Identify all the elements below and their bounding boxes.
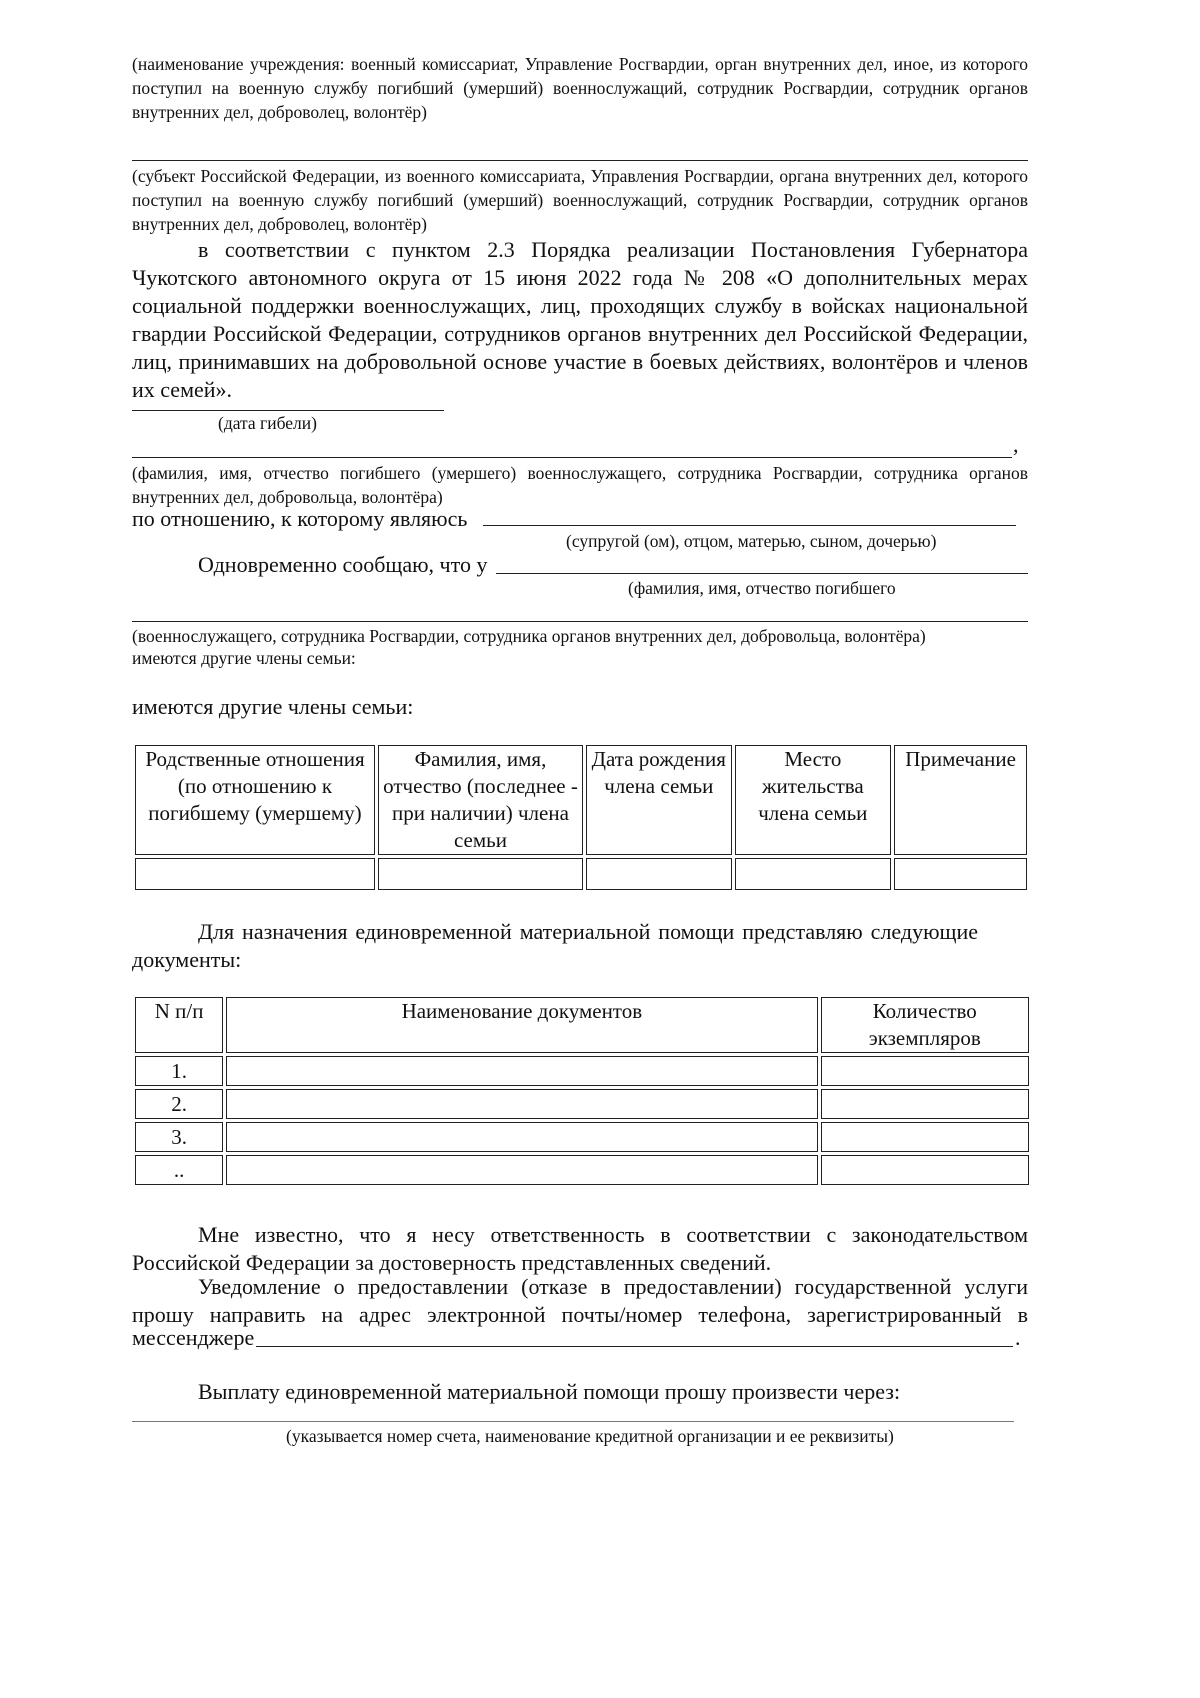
doc-number: 1. bbox=[135, 1056, 223, 1086]
simultaneously-label: Одновременно сообщаю, что у bbox=[198, 552, 488, 577]
family-cell-birth-date[interactable] bbox=[586, 858, 732, 890]
relation-label: по отношению, к которому являюсь bbox=[132, 506, 468, 531]
payment-details-line[interactable] bbox=[132, 1421, 1014, 1422]
simultaneously-line[interactable] bbox=[496, 573, 1028, 574]
deceased-type-caption: (военнослужащего, сотрудника Росгвардии, сотрудника органов внутренних дел, добровольца, волонтёра) bbox=[132, 626, 926, 646]
institution-caption: (наименование учреждения: военный комиссариат, Управление Росгвардии, орган внутренних дел, иное, из которого поступил на военную службу погибший (умерший) военнослужащий, сотрудник Росгвардии, сотрудник органов внутренних дел, доброволец, волонтёр) bbox=[132, 54, 1028, 122]
other-members-small: имеются другие члены семьи: bbox=[132, 648, 356, 668]
payment-text: Выплату единовременной материальной помощи прошу произвести через: bbox=[198, 1379, 901, 1404]
header-residence: Место жительства члена семьи bbox=[735, 745, 892, 855]
table-row bbox=[135, 858, 1027, 890]
doc-number: .. bbox=[135, 1155, 223, 1185]
doc-copies-cell[interactable] bbox=[821, 1155, 1029, 1185]
header-note: Примечание bbox=[894, 745, 1027, 855]
responsibility-text: Мне известно, что я несу ответственность в соответствии с законодательством Российской Федерации за достоверность представленных сведений. bbox=[132, 1222, 1028, 1275]
header-number: N п/п bbox=[135, 997, 223, 1053]
notification-text: Уведомление о предоставлении (отказе в предоставлении) государственной услуги прошу направить на адрес электронной почты/номер телефона, зарегистрированный в bbox=[132, 1274, 1028, 1327]
subject-caption: (субъект Российской Федерации, из военного комиссариата, Управления Росгвардии, органа внутренних дел, которого поступил на военную службу погибший (умерший) военнослужащий, сотрудник Росгвардии, сотрудник органов внутренних дел, доброволец, волонтёр) bbox=[132, 166, 1028, 234]
family-cell-note[interactable] bbox=[894, 858, 1027, 890]
comma-mark: , bbox=[1013, 432, 1019, 457]
documents-intro: Для назначения единовременной материальной помощи представляю следующие документы: bbox=[132, 919, 978, 972]
messenger-contact-line[interactable] bbox=[256, 1346, 1013, 1347]
doc-number: 2. bbox=[135, 1089, 223, 1119]
doc-name-cell[interactable] bbox=[226, 1089, 817, 1119]
deceased-name-short-caption: (фамилия, имя, отчество погибшего bbox=[628, 578, 896, 598]
doc-name-cell[interactable] bbox=[226, 1056, 817, 1086]
family-table-header-row bbox=[135, 745, 1027, 855]
table-row bbox=[135, 1155, 1029, 1185]
family-cell-relation[interactable] bbox=[135, 858, 375, 890]
other-members-label: имеются другие члены семьи: bbox=[132, 694, 414, 719]
basis-paragraph: в соответствии с пунктом 2.3 Порядка реализации Постановления Губернатора Чукотского автономного округа от 15 июня 2022 года № 208 «О дополнительных мерах социальной поддержки военнослужащих, лиц, проходящих службу в войсках национальной гвардии Российской Федерации, сотрудников органов внутренних дел Российской Федерации, лиц, принимавших на добровольной основе участие в боевых действиях, волонтёров и членов их семей». bbox=[132, 237, 1028, 402]
messenger-label: мессенджере bbox=[132, 1325, 255, 1350]
relation-line[interactable] bbox=[483, 525, 1016, 526]
documents-table-header-row bbox=[135, 997, 1029, 1053]
doc-copies-cell[interactable] bbox=[821, 1089, 1029, 1119]
table-row bbox=[135, 1122, 1029, 1152]
subject-line[interactable] bbox=[132, 160, 1028, 161]
header-document-name: Наименование документов bbox=[226, 997, 817, 1053]
documents-table bbox=[132, 994, 1032, 1188]
period-mark: . bbox=[1015, 1325, 1021, 1350]
deceased-name-line[interactable] bbox=[132, 457, 1012, 458]
doc-copies-cell[interactable] bbox=[821, 1056, 1029, 1086]
doc-copies-cell[interactable] bbox=[821, 1122, 1029, 1152]
header-relation: Родственные отношения (по отношению к погибшему (умершему) bbox=[135, 745, 375, 855]
table-row bbox=[135, 1089, 1029, 1119]
date-of-death-caption: (дата гибели) bbox=[218, 413, 317, 433]
doc-name-cell[interactable] bbox=[226, 1122, 817, 1152]
table-row bbox=[135, 1056, 1029, 1086]
family-table bbox=[132, 742, 1030, 893]
doc-name-cell[interactable] bbox=[226, 1155, 817, 1185]
family-cell-residence[interactable] bbox=[735, 858, 892, 890]
relation-caption: (супругой (ом), отцом, матерью, сыном, дочерью) bbox=[566, 531, 937, 551]
header-birth-date: Дата рождения члена семьи bbox=[586, 745, 732, 855]
payment-caption: (указывается номер счета, наименование кредитной организации и ее реквизиты) bbox=[286, 1426, 894, 1446]
doc-number: 3. bbox=[135, 1122, 223, 1152]
header-full-name: Фамилия, имя, отчество (последнее - при наличии) члена семьи bbox=[378, 745, 583, 855]
family-cell-full-name[interactable] bbox=[378, 858, 583, 890]
deceased-type-line[interactable] bbox=[132, 621, 1028, 622]
header-copies: Количество экземпляров bbox=[821, 997, 1029, 1053]
deceased-caption: (фамилия, имя, отчество погибшего (умершего) военнослужащего, сотрудника Росгвардии, сотрудника органов внутренних дел, добровольца, волонтёра) bbox=[132, 463, 1028, 507]
